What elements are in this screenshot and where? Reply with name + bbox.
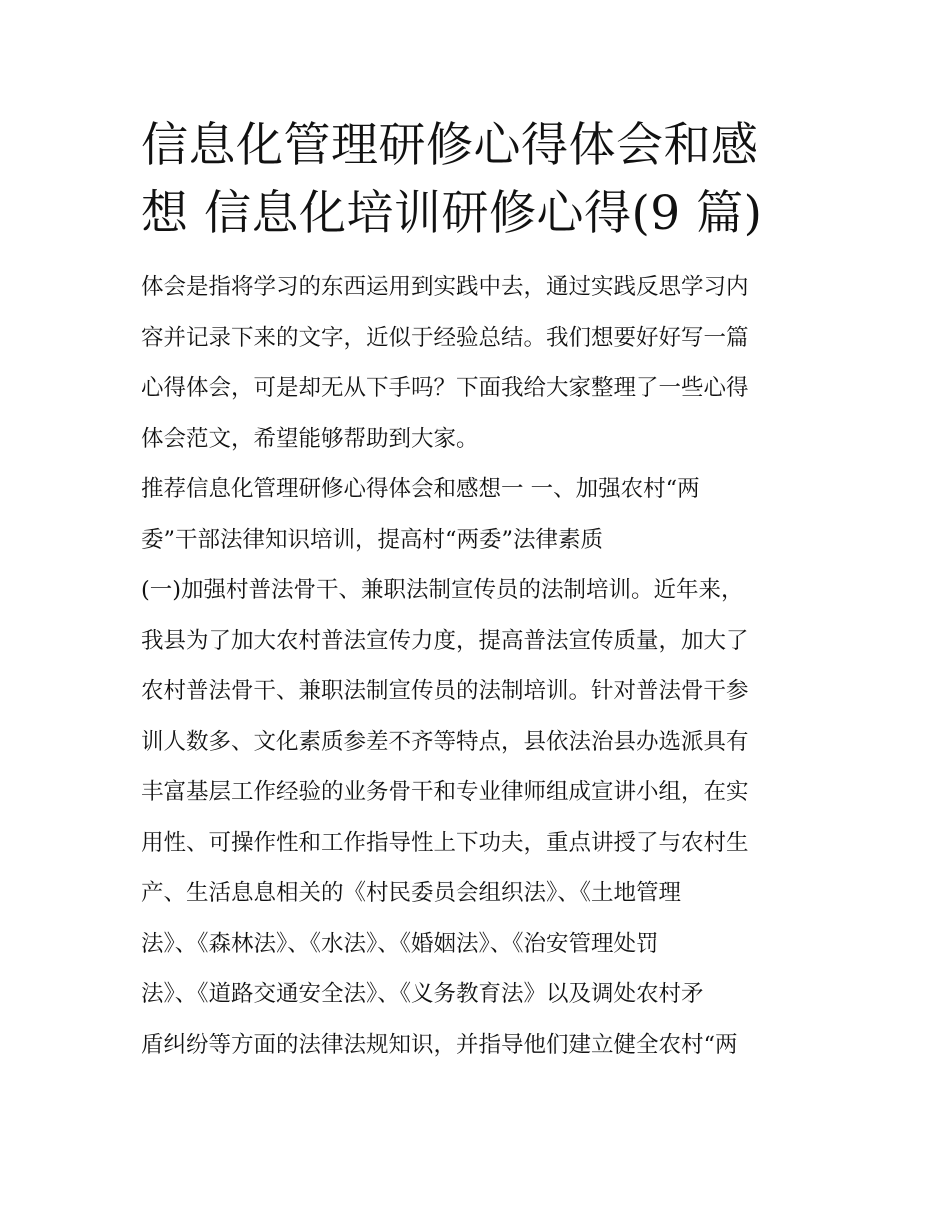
text-line: 丰富基层工作经验的业务骨干和专业律师组成宣讲小组，在实 xyxy=(141,779,749,805)
body-paragraph xyxy=(141,565,813,1070)
document-title xyxy=(141,112,813,248)
text-line: 用性、可操作性和工作指导性上下功夫，重点讲授了与农村生 xyxy=(141,829,749,856)
text-line: 委”干部法律知识培训，提高村“两委”法律素质 xyxy=(141,526,604,553)
text-line: 推荐信息化管理研修心得体会和感想一 一、加强农村“两 xyxy=(141,476,700,502)
title-line: 信息化管理研修心得体会和感 xyxy=(141,118,759,173)
text-line: 盾纠纷等方面的法律法规知识，并指导他们建立健全农村“两 xyxy=(141,1031,738,1058)
document-content xyxy=(141,112,813,1070)
section-heading-paragraph xyxy=(141,464,813,565)
text-line: 我县为了加大农村普法宣传力度，提高普法宣传质量，加大了 xyxy=(141,627,749,654)
text-line: 体会范文，希望能够帮助到大家。 xyxy=(141,425,479,452)
text-line: 体会是指将学习的东西运用到实践中去，通过实践反思学习内 xyxy=(141,274,749,300)
text-line: 农村普法骨干、兼职法制宣传员的法制培训。针对普法骨干参 xyxy=(141,678,749,704)
text-line: 法》、《森林法》、《水法》、《婚姻法》、《治安管理处罚 xyxy=(141,930,659,957)
text-line: (一)加强村普法骨干、兼职法制宣传员的法制培训。近年来， xyxy=(141,577,744,603)
text-line: 训人数多、文化素质参差不齐等特点，县依法治县办选派具有 xyxy=(141,728,749,755)
text-line: 心得体会，可是却无从下手吗？下面我给大家整理了一些心得 xyxy=(141,375,749,401)
text-line: 产、生活息息相关的《村民委员会组织法》、《土地管理 xyxy=(141,880,682,906)
text-line: 容并记录下来的文字，近似于经验总结。我们想要好好写一篇 xyxy=(141,324,749,351)
text-line: 法》、《道路交通安全法》、《义务教育法》以及调处农村矛 xyxy=(141,981,704,1007)
document-body xyxy=(141,262,813,1070)
intro-paragraph xyxy=(141,262,813,464)
title-line: 想 信息化培训研修心得(9 篇) xyxy=(141,186,763,241)
